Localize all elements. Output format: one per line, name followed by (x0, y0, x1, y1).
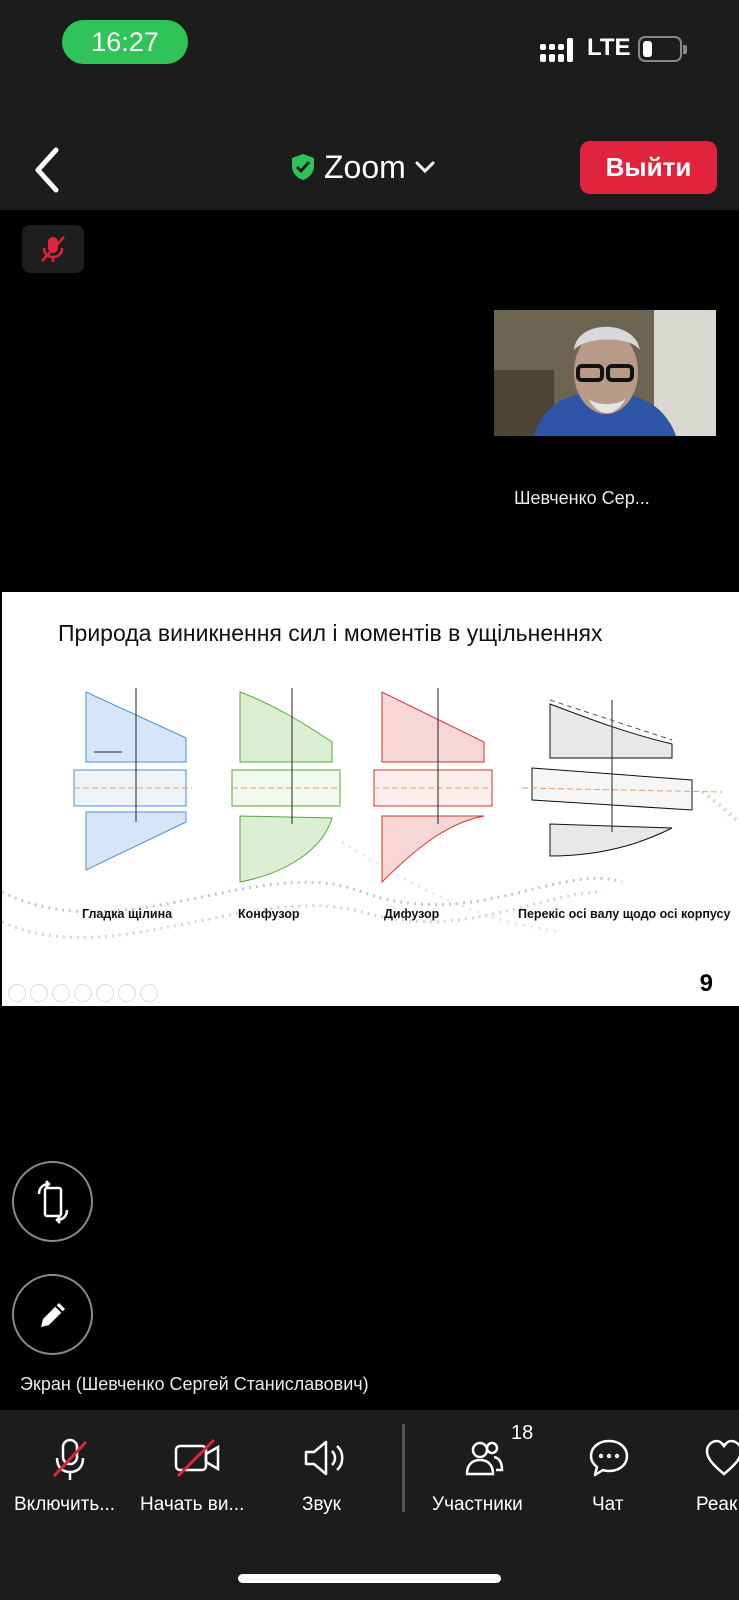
caption-shaft-skew: Перекіс осі валу щодо осі корпусу (518, 907, 731, 921)
diagram-confuser (232, 688, 340, 882)
slide-toolbar-button (8, 984, 26, 1002)
network-type: LTE (587, 34, 631, 61)
toolbar-audio-button[interactable] (290, 1424, 360, 1524)
toolbar-label: Чат (592, 1494, 624, 1515)
toolbar-start-video-button[interactable] (138, 1424, 260, 1524)
toolbar-divider (402, 1424, 405, 1512)
participants-count: 18 (511, 1422, 534, 1444)
slide-toolbar-button (52, 984, 70, 1002)
pencil-icon (35, 1297, 71, 1333)
shield-check-icon (290, 153, 316, 181)
annotate-button[interactable] (12, 1274, 93, 1355)
heart-icon (704, 1438, 739, 1478)
slide-title: Природа виникнення сил і моментів в ущільненнях (58, 620, 603, 646)
toolbar-unmute-button[interactable] (10, 1424, 130, 1524)
share-source-label: Экран (Шевченко Сергей Станиславович) (20, 1374, 369, 1394)
back-chevron-icon[interactable] (28, 140, 68, 200)
slide-toolbar-button (96, 984, 114, 1002)
slide-diagrams (2, 592, 739, 1006)
chevron-down-icon (414, 160, 436, 174)
mic-muted-icon (37, 233, 69, 265)
meeting-title[interactable] (290, 142, 436, 192)
mic-off-icon (52, 1438, 88, 1482)
slide-toolbar-button (74, 984, 92, 1002)
leave-button[interactable]: Выйти (580, 141, 717, 194)
toolbar-reactions-button[interactable] (694, 1424, 739, 1524)
meeting-header (0, 90, 739, 210)
slide-toolbar (8, 984, 158, 1002)
participant-name: Шевченко Сер... (514, 488, 650, 508)
participant-video-image (494, 310, 716, 436)
toolbar-label: Включить... (14, 1494, 116, 1515)
diagram-smooth-gap (74, 688, 192, 870)
participant-video[interactable] (494, 310, 716, 436)
chat-icon (588, 1438, 630, 1478)
participants-icon (464, 1438, 504, 1478)
slide-toolbar-button (118, 984, 136, 1002)
toolbar-label: Начать ви... (140, 1494, 245, 1515)
toolbar-label: Участники (432, 1494, 523, 1515)
status-time: 16:27 (62, 20, 188, 64)
speaker-icon (302, 1438, 348, 1478)
battery-icon (638, 36, 682, 62)
battery-fill (643, 41, 652, 57)
meeting-toolbar (0, 1410, 739, 1600)
status-bar (0, 0, 739, 90)
slide-toolbar-button (30, 984, 48, 1002)
caption-diffuser: Дифузор (384, 907, 440, 921)
meeting-title-text: Zoom (324, 148, 406, 185)
toolbar-chat-button[interactable] (586, 1424, 634, 1524)
shared-screen[interactable] (2, 592, 739, 1006)
rotate-screen-button[interactable] (12, 1161, 93, 1242)
signal-icon (540, 38, 576, 62)
slide-number: 9 (699, 970, 713, 997)
slide-toolbar-button (140, 984, 158, 1002)
toolbar-label: Звук (302, 1494, 341, 1515)
diagram-diffuser (374, 688, 494, 882)
video-off-icon (174, 1438, 220, 1478)
mute-badge (22, 225, 84, 273)
diagram-shaft-skew (522, 700, 722, 856)
rotate-screen-icon (33, 1180, 73, 1224)
caption-confuser: Конфузор (238, 907, 300, 921)
home-indicator[interactable] (238, 1574, 501, 1583)
toolbar-label: Реак (696, 1494, 738, 1515)
caption-smooth-gap: Гладка щілина (82, 907, 173, 921)
